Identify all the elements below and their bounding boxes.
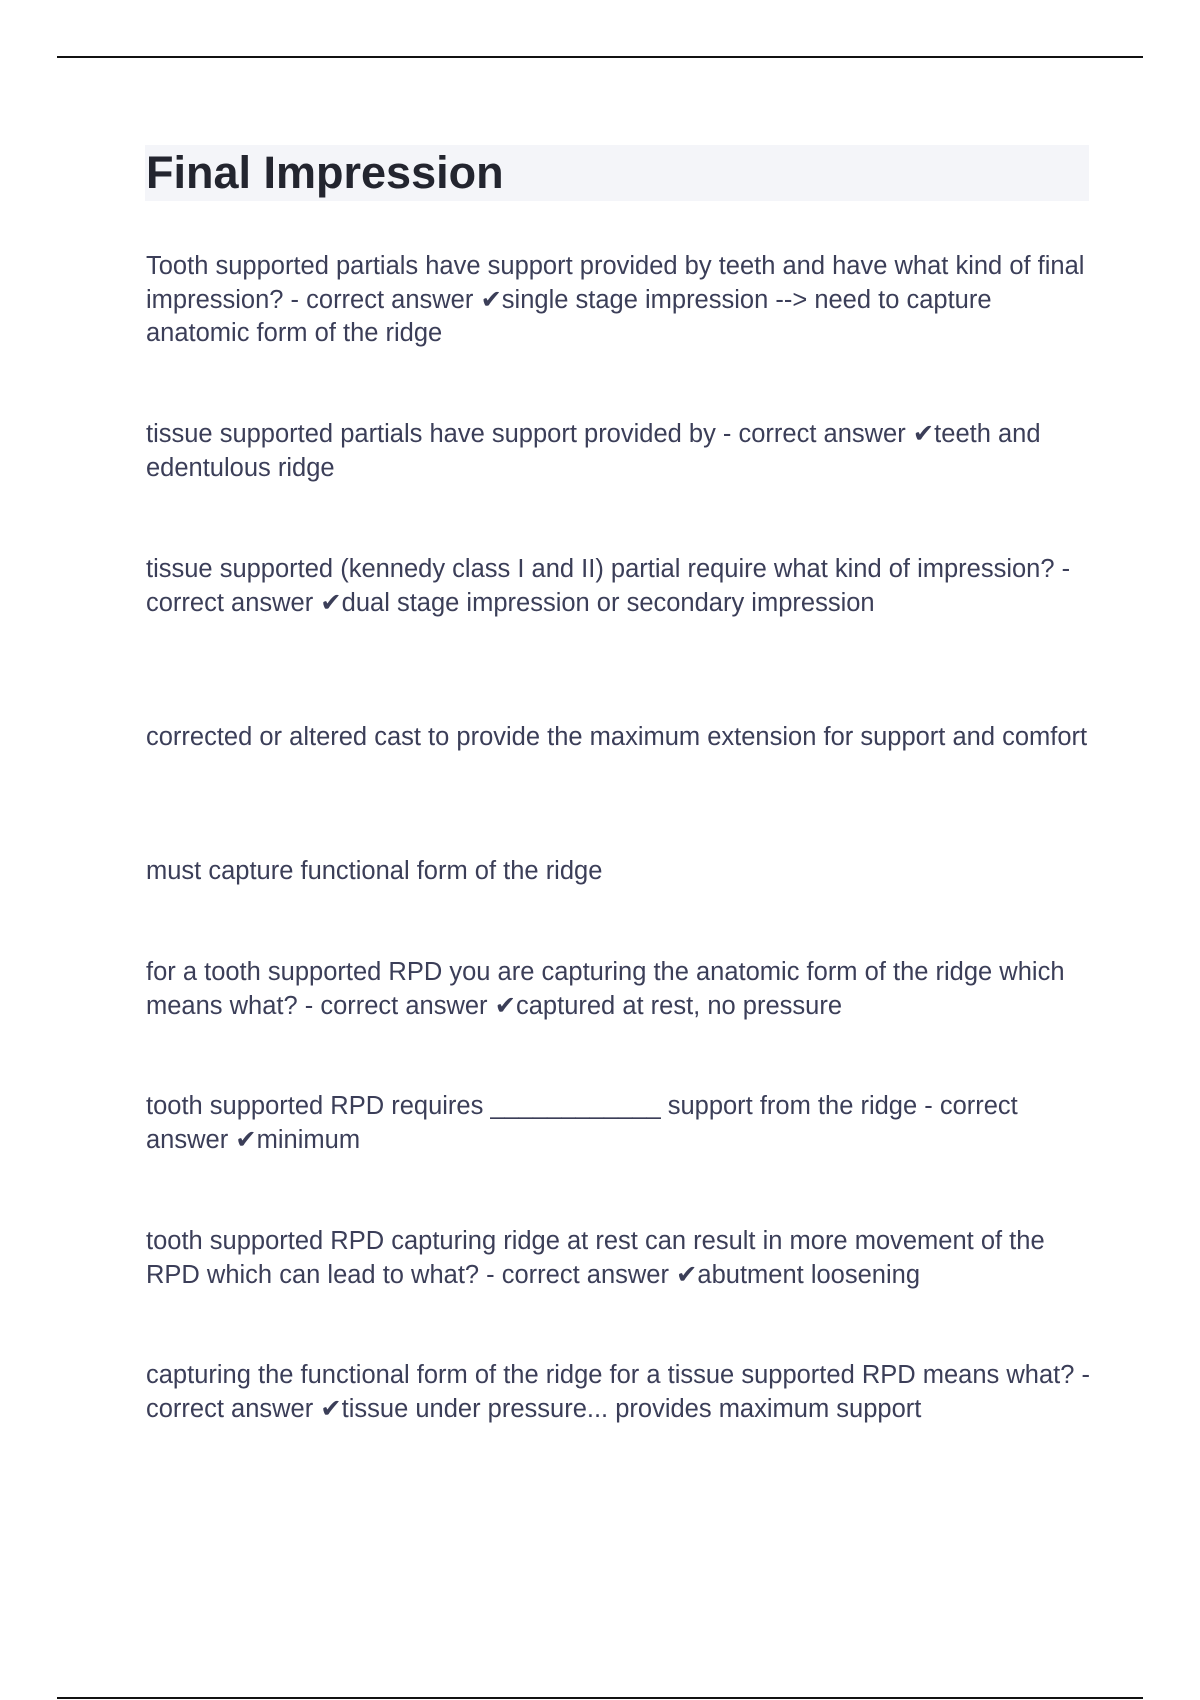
qa-entry-6: for a tooth supported RPD you are capturing the anatomic form of the ridge which means what? - correct answer ✔captured at rest, no pressure [146,958,1065,1020]
page-title: Final Impression [146,147,504,198]
bottom-rule [57,1697,1143,1699]
qa-entry-5: must capture functional form of the ridge [146,857,603,885]
qa-entry-1: Tooth supported partials have support provided by teeth and have what kind of final impression? - correct answer ✔single stage impression --> need to capture anatomic form of the ridge [146,252,1085,347]
top-rule [57,56,1143,58]
qa-entry-3: tissue supported (kennedy class I and II) partial require what kind of impression? - correct answer ✔dual stage impression or secondary impression [146,555,1071,617]
qa-entry-4: corrected or altered cast to provide the maximum extension for support and comfort [146,723,1088,751]
qa-entry-7: tooth supported RPD requires ____________ support from the ridge - correct answer ✔minimum [146,1092,1018,1154]
qa-entry-2: tissue supported partials have support provided by - correct answer ✔teeth and edentulous ridge [146,420,1041,482]
qa-entry-8: tooth supported RPD capturing ridge at rest can result in more movement of the RPD which can lead to what? - correct answer ✔abutment loosening [146,1227,1045,1289]
qa-entry-9: capturing the functional form of the ridge for a tissue supported RPD means what? - correct answer ✔tissue under pressure... provides maximum support [146,1361,1090,1423]
